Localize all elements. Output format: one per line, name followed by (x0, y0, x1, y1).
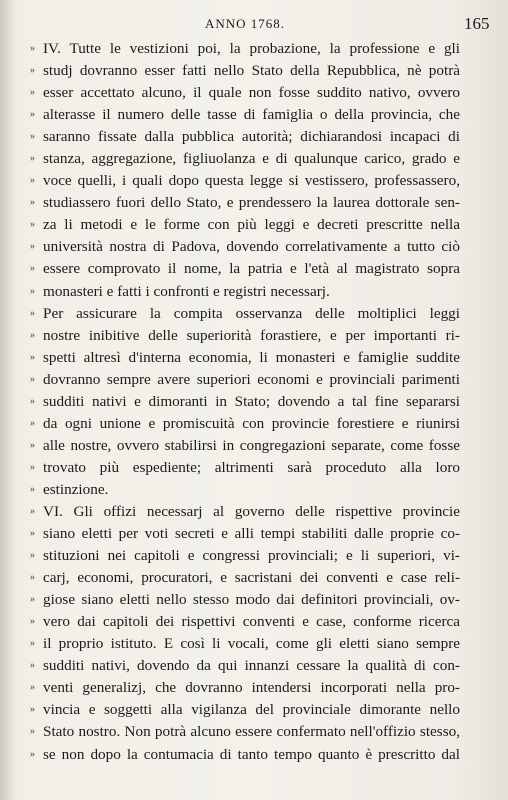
quotation-mark: » (30, 682, 35, 694)
line-text: Stato nostro. Non potrà alcuno essere confermato nell'offizio stesso, (43, 723, 460, 741)
text-line (30, 236, 460, 258)
text-line (30, 545, 460, 567)
quotation-mark: » (30, 175, 35, 187)
text-line (30, 192, 460, 214)
quotation-mark: » (30, 572, 35, 584)
line-text: za li metodi e le forme con più leggi e decreti prescritte nella (43, 216, 460, 234)
quotation-mark: » (30, 241, 35, 253)
text-line (30, 435, 460, 457)
quotation-mark: » (30, 505, 35, 517)
quotation-mark: » (30, 329, 35, 341)
line-text: trovato più espediente; altrimenti sarà proceduto alla loro (43, 458, 460, 476)
quotation-mark: » (30, 638, 35, 650)
text-line (30, 126, 460, 148)
quotation-mark: » (30, 395, 35, 407)
line-text: da ogni unione e promiscuità con provincie forestiere e riunirsi (43, 414, 460, 432)
text-line (30, 303, 460, 325)
page-body-text (30, 38, 460, 766)
page-number: 165 (464, 14, 490, 33)
text-line (30, 589, 460, 611)
line-text: vero dai capitoli dei rispettivi conventi e case, conforme ricerca (43, 613, 460, 631)
line-text: giose siano eletti nello stesso modo dai definitori provinciali, ov- (43, 591, 460, 609)
line-text: Per assicurare la compita osservanza delle moltiplici leggi (43, 304, 460, 322)
quotation-mark: » (30, 550, 35, 562)
line-text: vincia e soggetti alla vigilanza del provinciale dimorante nello (43, 701, 460, 719)
line-text: il proprio istituto. E così li vocali, come gli eletti siano sempre (43, 635, 460, 653)
line-text: saranno fissate dalla pubblica autorità; dichiarandosi incapaci di (43, 128, 460, 146)
line-text: essere comprovato il nome, la patria e l'età al magistrato sopra (43, 260, 460, 278)
quotation-mark: » (30, 153, 35, 165)
quotation-mark: » (30, 285, 35, 297)
text-line (30, 38, 460, 60)
quotation-mark: » (30, 219, 35, 231)
line-text: venti generalizj, che dovranno intendersi incorporati nella pro- (43, 679, 460, 697)
quotation-mark: » (30, 87, 35, 99)
quotation-mark: » (30, 528, 35, 540)
text-line (30, 104, 460, 126)
text-line (30, 699, 460, 721)
line-text: dovranno sempre avere superiori economi e provinciali parimenti (43, 370, 460, 388)
line-text: alle nostre, ovvero stabilirsi in congregazioni separate, come fosse (43, 436, 460, 454)
text-line (30, 148, 460, 170)
quotation-mark: » (30, 197, 35, 209)
text-line (30, 744, 460, 766)
text-line (30, 567, 460, 589)
text-line (30, 325, 460, 347)
line-text: alterasse il numero delle tasse di famiglia o della provincia, che (43, 106, 460, 124)
text-line (30, 457, 460, 479)
quotation-mark: » (30, 131, 35, 143)
line-text: università nostra di Padova, dovendo correlativamente a tutto ciò (43, 238, 460, 256)
quotation-mark: » (30, 307, 35, 319)
text-line (30, 501, 460, 523)
text-line (30, 611, 460, 633)
text-line (30, 721, 460, 743)
quotation-mark: » (30, 660, 35, 672)
page-header (0, 16, 508, 36)
line-text: se non dopo la contumacia di tanto tempo quanto è prescritto dal (43, 745, 460, 763)
text-line (30, 391, 460, 413)
text-line (30, 413, 460, 435)
text-line (30, 633, 460, 655)
quotation-mark: » (30, 726, 35, 738)
line-text: studj dovranno esser fatti nello Stato della Repubblica, nè potrà (43, 62, 460, 80)
line-text: stituzioni nei capitoli e congressi provinciali; e li superiori, vi- (43, 547, 460, 565)
quotation-mark: » (30, 594, 35, 606)
line-text: sudditi nativi, dovendo da qui innanzi cessare la qualità di con- (43, 657, 460, 675)
quotation-mark: » (30, 439, 35, 451)
line-text: IV. Tutte le vestizioni poi, la probazione, la professione e gli (43, 40, 460, 57)
text-line (30, 82, 460, 104)
quotation-mark: » (30, 263, 35, 275)
line-text: studiassero fuori dello Stato, e prendessero la laurea dottorale sen- (43, 194, 460, 212)
text-line (30, 677, 460, 699)
quotation-mark: » (30, 43, 35, 54)
line-text: siano eletti per voti secreti e alli tempi stabiliti dalle proprie co- (43, 525, 460, 543)
line-text: spetti altresì d'interna economia, li monasteri e famiglie suddite (43, 348, 460, 366)
quotation-mark: » (30, 351, 35, 363)
text-line (30, 523, 460, 545)
quotation-mark: » (30, 616, 35, 628)
quotation-mark: » (30, 373, 35, 385)
text-line (30, 258, 460, 280)
line-text: VI. Gli offizi necessarj al governo delle rispettive provincie (43, 502, 460, 520)
text-line (30, 347, 460, 369)
quotation-mark: » (30, 483, 35, 495)
text-line (30, 170, 460, 192)
text-line (30, 214, 460, 236)
quotation-mark: » (30, 109, 35, 121)
line-text: sudditi nativi e dimoranti in Stato; dovendo a tal fine separarsi (43, 392, 460, 410)
text-line (30, 479, 460, 501)
quotation-mark: » (30, 704, 35, 716)
line-text: monasteri e fatti i confronti e registri necessarj. (43, 282, 330, 300)
line-text: estinzione. (43, 480, 109, 498)
quotation-mark: » (30, 461, 35, 473)
text-line (30, 60, 460, 82)
line-text: stanza, aggregazione, figliuolanza e di qualunque carico, grado e (43, 150, 460, 168)
text-line (30, 369, 460, 391)
line-text: carj, economi, procuratori, e sacristani dei conventi e case reli- (43, 569, 460, 587)
quotation-mark: » (30, 65, 35, 77)
line-text: voce quelli, i quali dopo questa legge si vestissero, professassero, (43, 172, 460, 190)
text-line (30, 281, 460, 303)
text-line (30, 655, 460, 677)
running-head: ANNO 1768. (205, 16, 286, 31)
quotation-mark: » (30, 748, 35, 760)
line-text: esser accettato alcuno, il quale non fosse suddito nativo, ovvero (43, 84, 460, 102)
line-text: nostre inibitive delle superiorità forastiere, e per importanti ri- (43, 326, 460, 344)
quotation-mark: » (30, 417, 35, 429)
